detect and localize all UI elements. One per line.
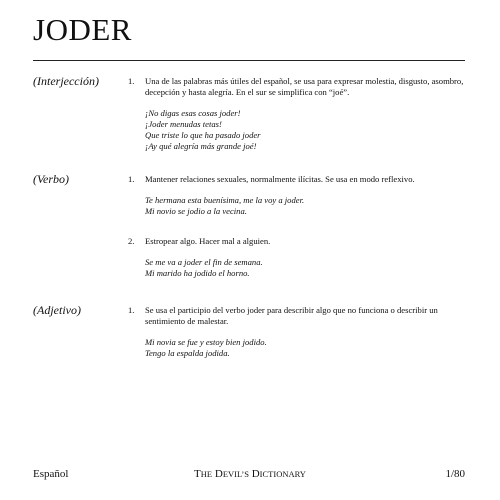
example-line: Mi marido ha jodido el horno. <box>145 268 250 278</box>
definition-examples <box>145 337 465 359</box>
footer-book-title <box>0 468 500 480</box>
book-title-word: DICTIONARY <box>251 468 306 480</box>
definition-examples <box>145 108 465 152</box>
definition-number: 1. <box>128 174 135 184</box>
part-of-speech-label: (Verbo) <box>33 172 69 186</box>
definition-text: Mantener relaciones sexuales, normalmente ilícitas. Se usa en modo reflexivo. <box>145 174 415 184</box>
definition-item <box>128 174 465 217</box>
definition-item <box>128 76 465 152</box>
definition-text: Estropear algo. Hacer mal a alguien. <box>145 236 271 246</box>
example-line: Que triste lo que ha pasado joder <box>145 130 261 140</box>
definition-number: 2. <box>128 236 135 246</box>
example-line: ¡Ay qué alegría más grande joé! <box>145 141 257 151</box>
definition-number: 1. <box>128 76 135 86</box>
example-line: Te hermana esta buenísima, me la voy a joder. <box>145 195 305 205</box>
example-line: Mi novio se jodio a la vecina. <box>145 206 247 216</box>
book-title-word: THE <box>194 468 213 480</box>
part-of-speech-label: (Interjección) <box>33 74 99 88</box>
example-line: Mi novia se fue y estoy bien jodido. <box>145 337 267 347</box>
title-divider <box>33 60 465 61</box>
definition-text: Una de las palabras más útiles del español, se usa para expresar molestia, disgusto, asombro, decepción y hasta alegría. En el sur se simplifica con “joé”. <box>145 76 464 97</box>
example-line: Se me va a joder el fin de semana. <box>145 257 263 267</box>
example-line: Tengo la espalda jodida. <box>145 348 230 358</box>
definition-number: 1. <box>128 305 135 315</box>
definition-examples <box>145 195 465 217</box>
part-of-speech-label: (Adjetivo) <box>33 303 81 317</box>
definition-item <box>128 236 465 279</box>
book-title-word: DEVIL’S <box>214 468 249 480</box>
definition-text: Se usa el participio del verbo joder para describir algo que no funciona o describir un sentimiento de malestar. <box>145 305 438 326</box>
footer-page-number: 1/80 <box>445 468 465 480</box>
entry-title: JODER <box>33 12 132 47</box>
footer-language: Español <box>33 468 69 480</box>
definition-examples <box>145 257 465 279</box>
example-line: ¡No digas esas cosas joder! <box>145 108 241 118</box>
definition-item <box>128 305 465 359</box>
example-line: ¡Joder menudas tetas! <box>145 119 222 129</box>
